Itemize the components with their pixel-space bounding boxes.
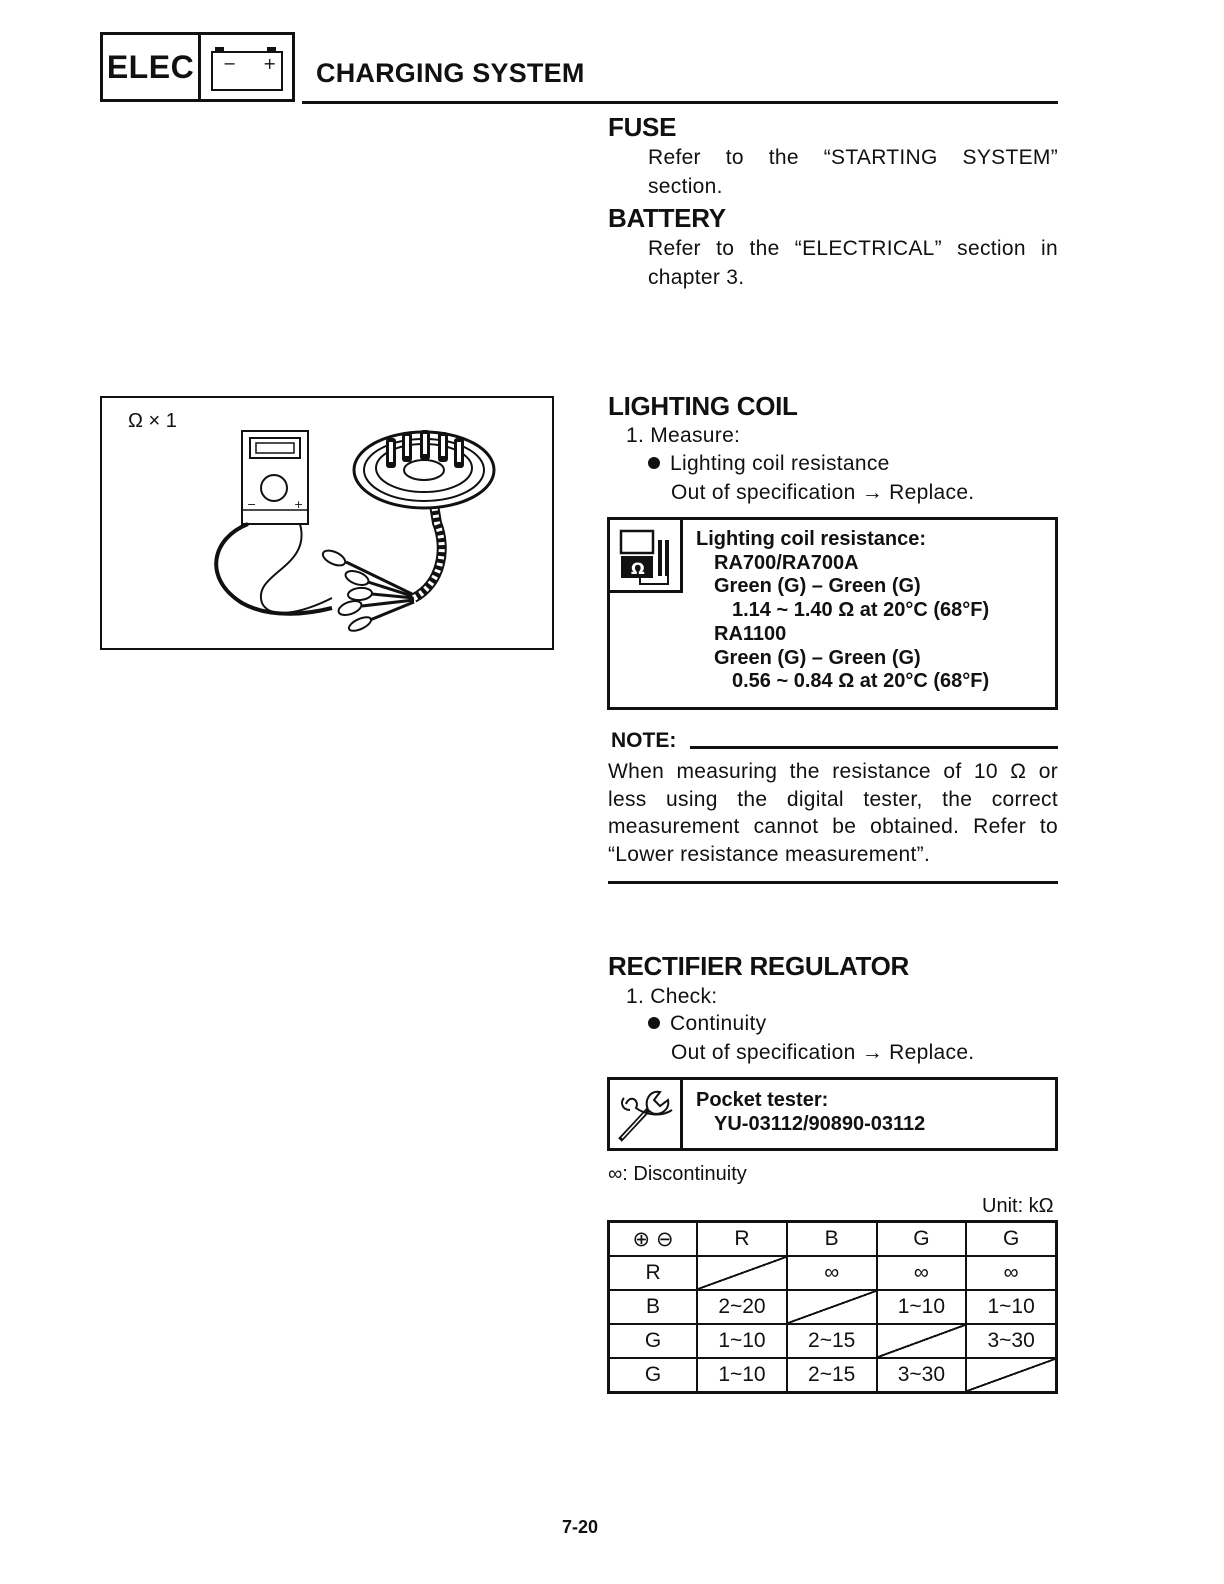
rectifier-regulator-action: Out of specification → Replace.: [671, 1041, 975, 1064]
illustration-label: Ω × 1: [128, 410, 177, 432]
battery-text: Refer to the “ELECTRICAL” section in chapter 3.: [648, 237, 1058, 289]
table-corner-cell: ⊕ ⊖: [609, 1222, 698, 1257]
table-diagonal-cell: [966, 1358, 1056, 1393]
tool-line-name: Pocket tester:: [696, 1089, 829, 1111]
lighting-coil-step: 1. Measure:: [626, 424, 741, 447]
spec-line-wires-1: Green (G) – Green (G): [714, 575, 921, 598]
table-cell: 1~10: [697, 1358, 787, 1393]
lighting-coil-bullet-text: Lighting coil resistance: [670, 452, 890, 475]
lighting-coil-bullet: [648, 449, 890, 478]
rectifier-regulator-bullet: [648, 1009, 766, 1038]
spec-line-model-2: RA1100: [714, 622, 787, 645]
table-cell: ∞: [966, 1256, 1056, 1290]
continuity-table: [607, 1220, 1058, 1386]
illustration-frame: [100, 396, 554, 650]
special-tool-box: [607, 1077, 1058, 1151]
tool-line-part-number: YU-03112/90890-03112: [714, 1113, 926, 1135]
table-column-header: R: [697, 1222, 787, 1257]
bullet-icon: [648, 1017, 660, 1029]
table-row-header: G: [609, 1324, 698, 1358]
fuse-heading: FUSE: [608, 112, 677, 142]
table-cell: 1~10: [877, 1290, 967, 1324]
table-diagonal-cell: [787, 1290, 877, 1324]
table-row: [609, 1290, 1057, 1324]
battery-minus-sign: −: [223, 54, 237, 73]
table-cell: 2~20: [697, 1290, 787, 1324]
meter-minus-sign: −: [247, 498, 257, 511]
table-cell: 2~15: [787, 1324, 877, 1358]
table-row-header: B: [609, 1290, 698, 1324]
table-column-header: G: [966, 1222, 1056, 1257]
special-tool-lines: [696, 1088, 925, 1136]
battery-heading: BATTERY: [608, 203, 726, 233]
battery-icon: [201, 35, 292, 99]
multimeter-lighting-coil-illustration: [102, 398, 552, 648]
spec-line-model-1: RA700/RA700A: [714, 551, 859, 574]
table-row-header: G: [609, 1358, 698, 1393]
specification-icon: [610, 520, 683, 593]
page-title: CHARGING SYSTEM: [316, 58, 585, 88]
header-rule: [302, 101, 1058, 104]
table-cell: 3~30: [966, 1324, 1056, 1358]
battery-plus-sign: +: [263, 54, 277, 73]
special-tool-icon: [610, 1080, 683, 1148]
table-row-header: R: [609, 1256, 698, 1290]
table-cell: 1~10: [966, 1290, 1056, 1324]
note-bottom-rule: [608, 881, 1058, 884]
note-rule: [690, 746, 1058, 749]
specification-lines: [696, 528, 989, 694]
rectifier-regulator-heading: RECTIFIER REGULATOR: [608, 951, 910, 981]
unit-label: Unit: kΩ: [982, 1195, 1054, 1217]
specification-box: [607, 517, 1058, 710]
table-cell: 3~30: [877, 1358, 967, 1393]
table-header-row: [609, 1222, 1057, 1257]
note-text: When measuring the resistance of 10 Ω or less using the digital tester, the correct measurement cannot be obtained. Refer to “Lower resistance measurement”.: [608, 760, 1058, 866]
section-tag-label: ELEC: [103, 35, 201, 99]
svg-text:Ω: Ω: [631, 559, 645, 578]
fuse-text: Refer to the “STARTING SYSTEM” section.: [648, 146, 1058, 198]
page-number: 7-20: [562, 1517, 599, 1537]
table-cell: ∞: [787, 1256, 877, 1290]
spec-line-value-2: 0.56 ~ 0.84 Ω at 20°C (68°F): [732, 670, 990, 693]
meter-plus-sign: +: [294, 498, 304, 511]
spec-line-wires-2: Green (G) – Green (G): [714, 646, 921, 669]
bullet-icon: [648, 457, 660, 469]
table-cell: ∞: [877, 1256, 967, 1290]
spec-line-value-1: 1.14 ~ 1.40 Ω at 20°C (68°F): [732, 599, 990, 622]
table-row: [609, 1324, 1057, 1358]
rectifier-regulator-bullet-text: Continuity: [670, 1012, 767, 1035]
lighting-coil-heading: LIGHTING COIL: [608, 391, 798, 421]
table-cell: 2~15: [787, 1358, 877, 1393]
lighting-coil-action: Out of specification → Replace.: [671, 481, 975, 504]
table-column-header: B: [787, 1222, 877, 1257]
discontinuity-note: ∞: Discontinuity: [608, 1163, 747, 1185]
table-diagonal-cell: [877, 1324, 967, 1358]
table-diagonal-cell: [697, 1256, 787, 1290]
spec-line-heading: Lighting coil resistance:: [696, 528, 927, 550]
table-cell: 1~10: [697, 1324, 787, 1358]
table-column-header: G: [877, 1222, 967, 1257]
table-row: [609, 1256, 1057, 1290]
section-tag: [100, 32, 295, 102]
note-label: NOTE:: [611, 729, 677, 752]
table-row: [609, 1358, 1057, 1393]
rectifier-regulator-step: 1. Check:: [626, 985, 718, 1008]
